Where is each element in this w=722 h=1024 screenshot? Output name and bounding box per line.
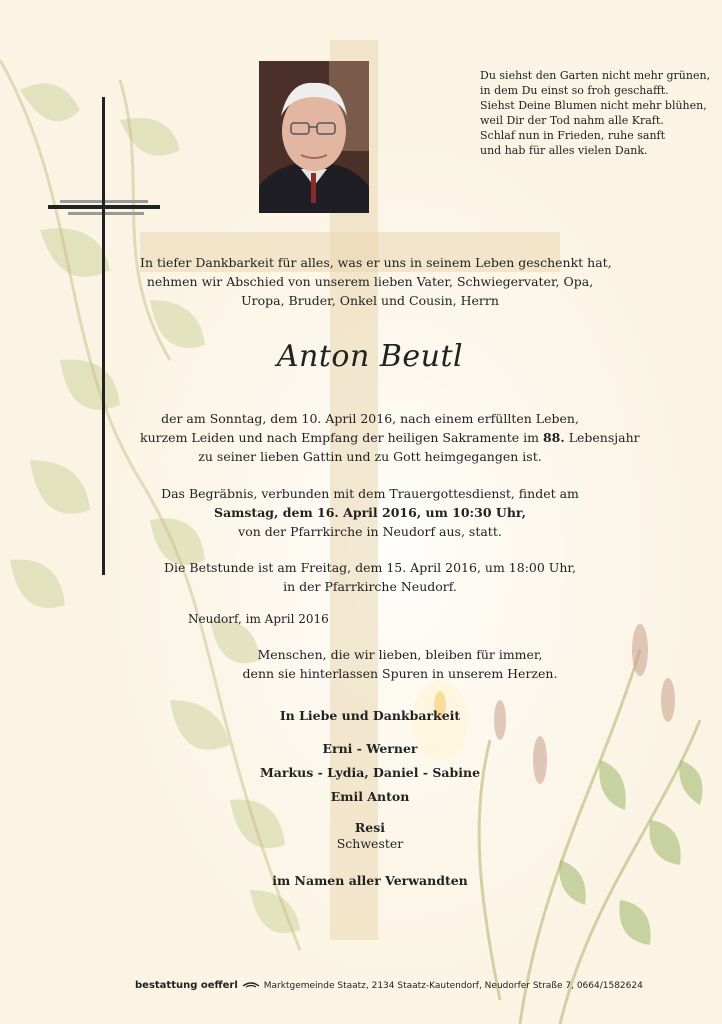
poem-line: in dem Du einst so froh geschafft. — [480, 84, 669, 97]
intro-line: nehmen wir Abschied von unserem lieben Vater, Schwiegervater, Opa, — [146, 274, 594, 289]
poem — [480, 68, 710, 158]
cross-symbol-vertical — [102, 97, 105, 575]
mourner-names: Emil Anton — [330, 789, 410, 804]
age: 88. — [542, 430, 565, 445]
mourner-names: Erni - Werner — [322, 741, 418, 756]
poem-line: Du siehst den Garten nicht mehr grünen, — [480, 69, 711, 82]
death-line: zu seiner lieben Gattin und zu Gott heimgegangen ist. — [198, 449, 542, 464]
deceased-name: Anton Beutl — [276, 339, 464, 374]
poem-line: und hab für alles vielen Dank. — [480, 144, 648, 157]
footer — [135, 979, 643, 992]
funeral-home-logo-icon — [242, 979, 260, 992]
death-notice — [140, 409, 640, 466]
prayer-notice — [140, 558, 600, 596]
mourner-role: Schwester — [336, 836, 404, 851]
funeral-home-address: Marktgemeinde Staatz, 2134 Staatz-Kautendorf, Neudorfer Straße 7, 0664/1582624 — [263, 980, 643, 991]
intro-line: In tiefer Dankbarkeit für alles, was er uns in seinem Leben geschenkt hat, — [140, 255, 612, 270]
death-line: der am Sonntag, dem 10. April 2016, nach einem erfüllten Leben, — [161, 411, 579, 426]
mourners-heading: In Liebe und Dankbarkeit — [279, 708, 461, 723]
place-date: Neudorf, im April 2016 — [188, 612, 329, 626]
prayer-line: Die Betstunde ist am Freitag, dem 15. April 2016, um 18:00 Uhr, — [164, 560, 576, 575]
mourner-names: Resi — [354, 820, 386, 835]
mourners-closing: im Namen aller Verwandten — [272, 873, 468, 888]
quote — [170, 645, 630, 683]
prayer-line: in der Pfarrkirche Neudorf. — [283, 579, 457, 594]
funeral-notice — [140, 484, 600, 541]
intro-line: Uropa, Bruder, Onkel und Cousin, Herrn — [241, 293, 499, 308]
quote-line: Menschen, die wir lieben, bleiben für immer, — [257, 647, 543, 662]
intro-text — [140, 253, 612, 310]
poem-line: Siehst Deine Blumen nicht mehr blühen, — [480, 99, 707, 112]
death-line: kurzem Leiden und nach Empfang der heiligen Sakramente im 88. Lebensjahr — [140, 430, 640, 445]
poem-line: Schlaf nun in Frieden, ruhe sanft — [480, 129, 666, 142]
mourner-names: Markus - Lydia, Daniel - Sabine — [259, 765, 481, 780]
cross-symbol-horizontal — [48, 205, 160, 209]
quote-line: denn sie hinterlassen Spuren in unserem Herzen. — [242, 666, 558, 681]
funeral-home-name: bestattung oefferl — [135, 980, 238, 991]
poem-line: weil Dir der Tod nahm alle Kraft. — [480, 114, 664, 127]
portrait-photo — [259, 61, 369, 213]
funeral-date: Samstag, dem 16. April 2016, um 10:30 Uhr, — [214, 505, 526, 520]
funeral-line: von der Pfarrkirche in Neudorf aus, statt. — [238, 524, 502, 539]
funeral-line: Das Begräbnis, verbunden mit dem Trauergottesdienst, findet am — [161, 486, 579, 501]
cross-bar-lower — [68, 212, 144, 215]
